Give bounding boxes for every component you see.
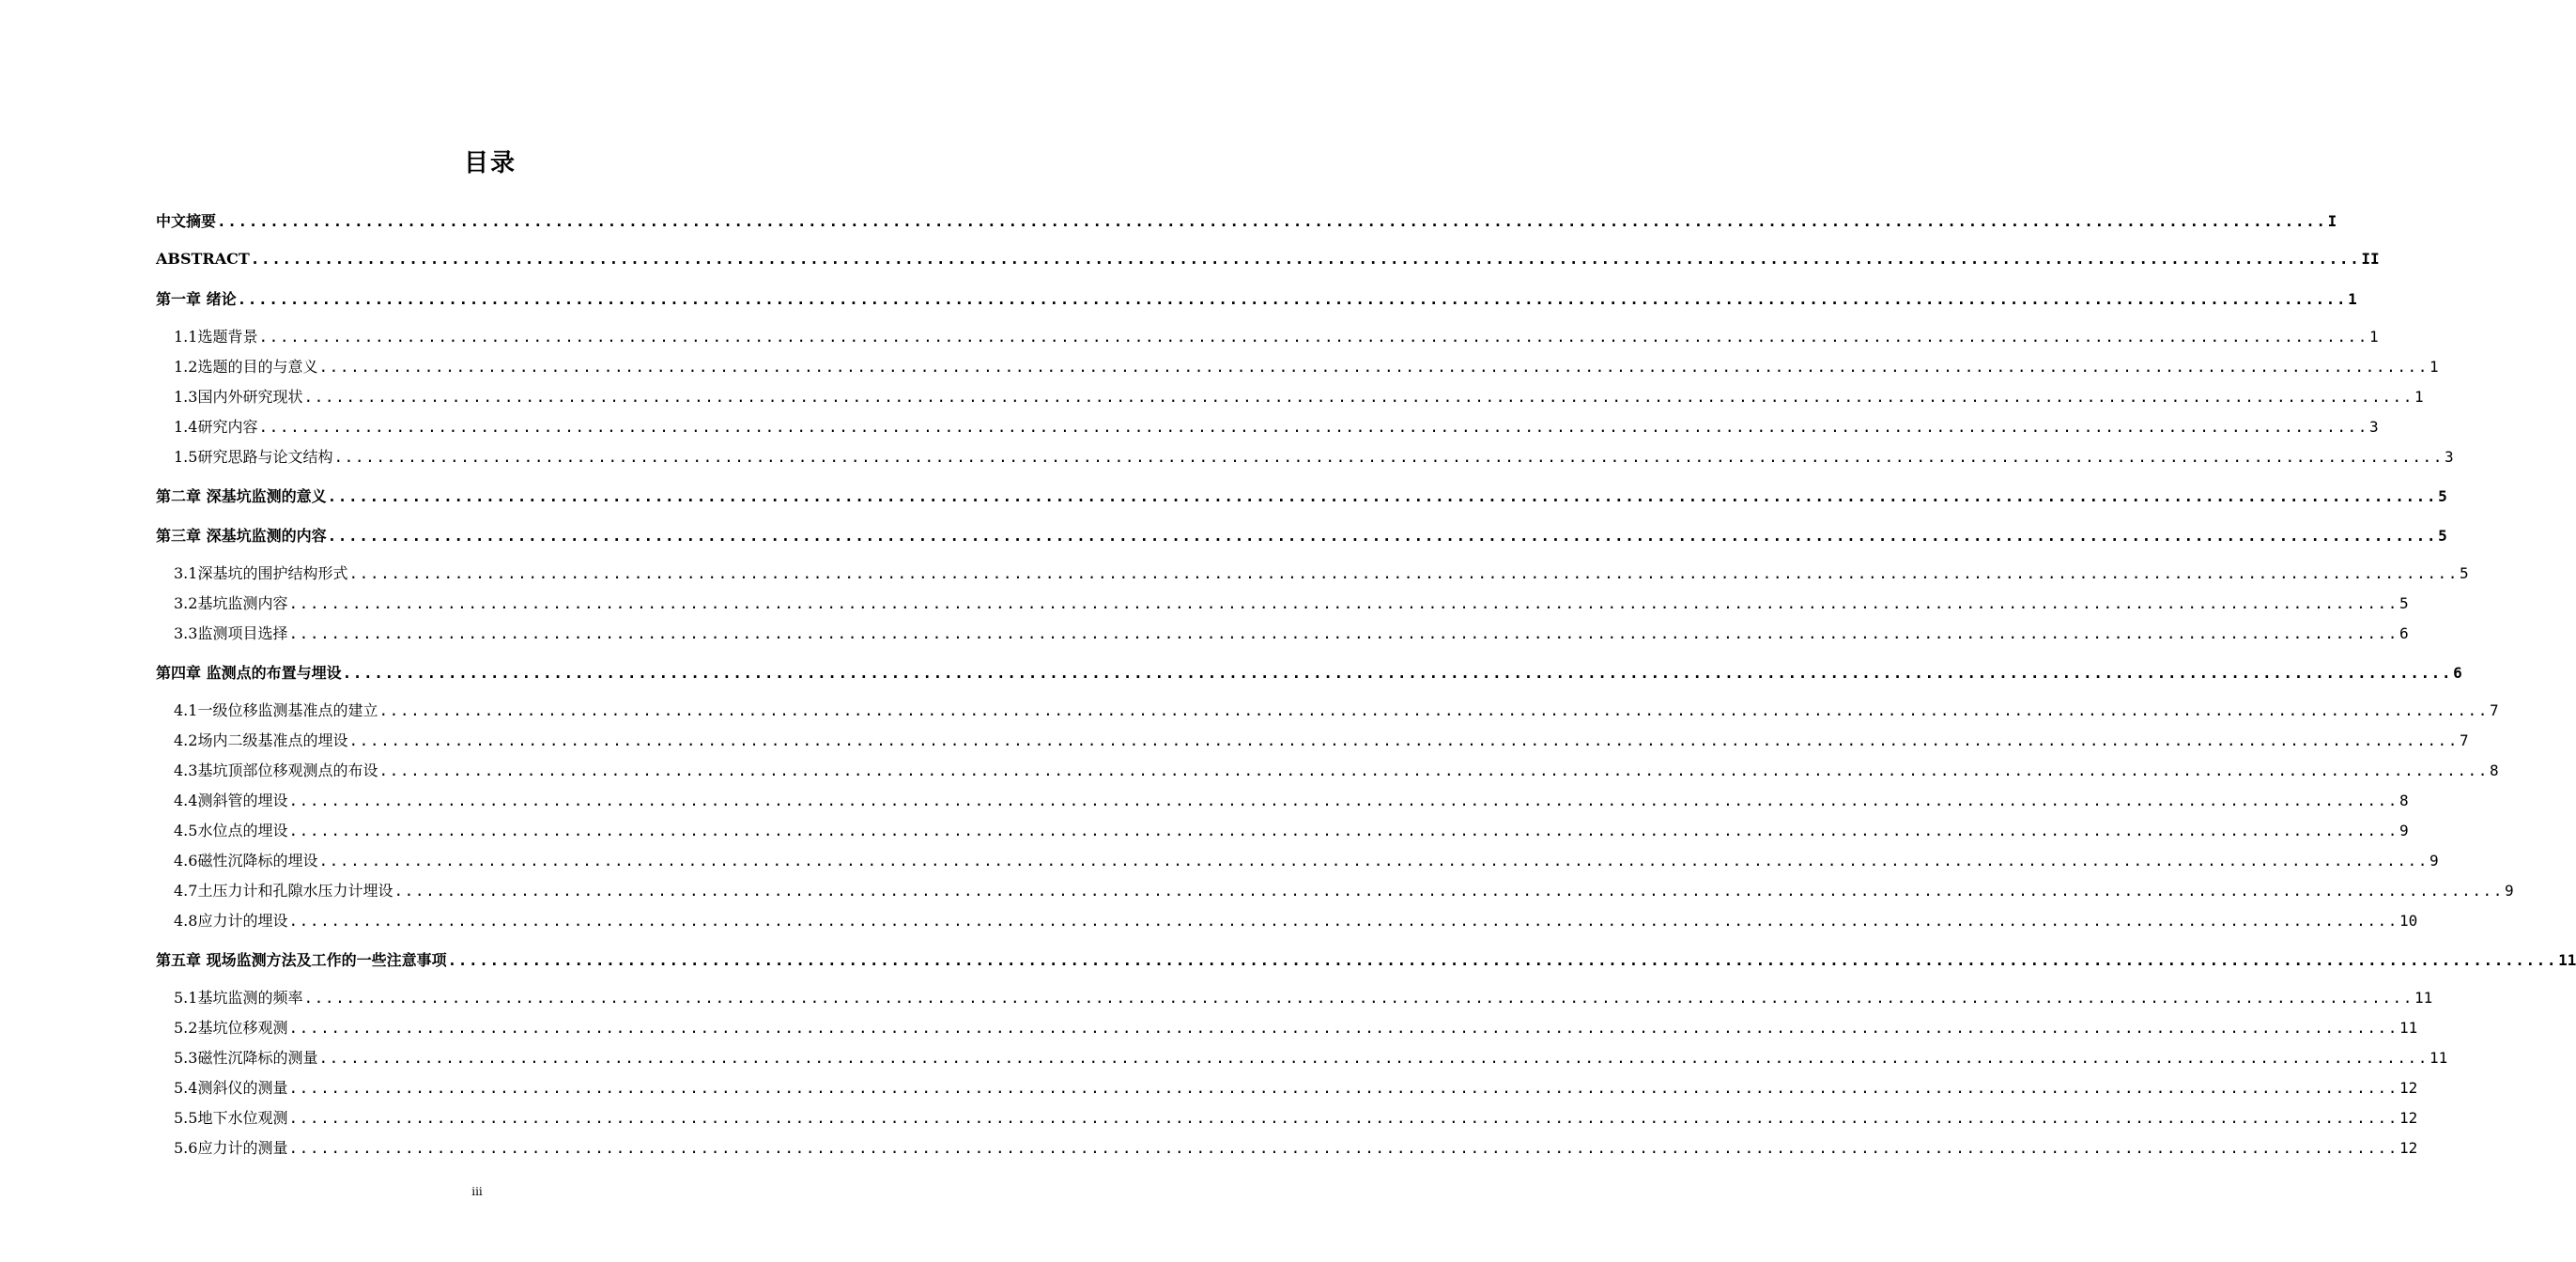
toc-entry-page: 1 (2369, 328, 2379, 346)
toc-entry-page: 11 (2399, 1019, 2418, 1037)
toc-entry-label: 3.3监测项目选择 (174, 624, 288, 642)
toc-entry-label: 第一章 绪论 (156, 290, 237, 308)
toc-entry[interactable] (174, 623, 2409, 644)
dot-leader: ........................................................................................................................................................................................................ (258, 418, 2369, 436)
toc-entry-label: 4.2场内二级基准点的埋设 (174, 731, 348, 749)
toc-entry[interactable] (174, 791, 2409, 811)
dot-leader: ........................................................................................................................................................................................................ (318, 358, 2429, 376)
toc-entry[interactable] (174, 1108, 2418, 1129)
toc-entry-label: 4.1一级位移监测基准点的建立 (174, 701, 378, 719)
toc-entry-page: 9 (2399, 822, 2409, 839)
dot-leader: ........................................................................................................................................................................................................ (303, 388, 2414, 406)
dot-leader: ........................................................................................................................................................................................................ (318, 1049, 2429, 1067)
toc-entry-label: 1.5研究思路与论文结构 (174, 448, 333, 466)
toc-entry-page: 7 (2490, 701, 2499, 719)
toc-entry-page: 12 (2399, 1079, 2418, 1097)
toc-entry[interactable] (174, 851, 2439, 871)
toc-entry-page: 1 (2348, 290, 2357, 308)
toc-entry-page: 8 (2399, 792, 2409, 809)
toc-entry[interactable] (174, 593, 2409, 614)
toc-entry-label: 4.3基坑顶部位移观测点的布设 (174, 762, 378, 779)
dot-leader: ........................................................................................................................................................................................................ (327, 487, 2438, 505)
dot-leader: ........................................................................................................................................................................................................ (288, 1139, 2399, 1157)
toc-entry[interactable] (174, 447, 2454, 468)
toc-entry-page: II (2361, 250, 2380, 268)
toc-entry[interactable] (156, 950, 2576, 971)
toc-entry[interactable] (174, 881, 2514, 901)
toc-entry-label: 中文摘要 (156, 212, 217, 230)
toc-entry[interactable] (174, 731, 2469, 751)
toc-entry[interactable] (156, 211, 2337, 232)
toc-entry-label: 5.5地下水位观测 (174, 1109, 288, 1127)
toc-entry-label: 1.1选题背景 (174, 328, 258, 346)
toc-entry-label: 3.2基坑监测内容 (174, 594, 288, 612)
toc-entry-page: 6 (2453, 664, 2462, 682)
toc-entry-label: 1.2选题的目的与意义 (174, 358, 318, 376)
toc-entry-label: 第三章 深基坑监测的内容 (156, 527, 327, 545)
toc-entry-page: 9 (2429, 852, 2439, 870)
toc-entry-page: 5 (2438, 527, 2447, 545)
toc-entry-page: 3 (2369, 418, 2379, 436)
toc-entry-page: 12 (2399, 1109, 2418, 1127)
toc-entry-label: 3.1深基坑的围护结构形式 (174, 564, 348, 582)
toc-entry-page: 11 (2429, 1049, 2448, 1067)
toc-entry-label: 4.5水位点的埋设 (174, 822, 288, 839)
dot-leader: ........................................................................................................................................................................................................ (258, 328, 2369, 346)
toc-entry-page: 6 (2399, 624, 2409, 642)
dot-leader: ........................................................................................................................................................................................................ (250, 250, 2361, 268)
toc-entry[interactable] (174, 357, 2439, 377)
toc-entry[interactable] (174, 761, 2499, 781)
toc-entry[interactable] (174, 1018, 2418, 1039)
toc-entry-page: 1 (2429, 358, 2439, 376)
toc-entry-label: 4.7土压力计和孔隙水压力计埋设 (174, 882, 393, 900)
toc-entry[interactable] (174, 417, 2379, 438)
toc-entry-page: 9 (2505, 882, 2514, 900)
dot-leader: ........................................................................................................................................................................................................ (288, 792, 2399, 809)
dot-leader: ........................................................................................................................................................................................................ (333, 448, 2445, 466)
dot-leader: ........................................................................................................................................................................................................ (237, 290, 2348, 308)
dot-leader: ........................................................................................................................................................................................................ (447, 951, 2558, 969)
toc-entry[interactable] (174, 327, 2379, 347)
toc-entry-label: ABSTRACT (156, 250, 250, 268)
toc-entry-page: I (2327, 212, 2337, 230)
toc-entry[interactable] (174, 988, 2433, 1008)
toc-entry-page: 7 (2460, 731, 2469, 749)
toc-entry-label: 4.4测斜管的埋设 (174, 792, 288, 809)
toc-entry[interactable] (174, 911, 2418, 931)
dot-leader: ........................................................................................................................................................................................................ (217, 212, 2327, 230)
toc-entry-label: 5.6应力计的测量 (174, 1139, 288, 1157)
toc-entry[interactable] (174, 387, 2424, 408)
page-title: 目录 (463, 149, 517, 177)
toc-entry-page: 10 (2399, 912, 2418, 930)
toc-entry[interactable] (174, 821, 2409, 841)
dot-leader: ........................................................................................................................................................................................................ (288, 1109, 2399, 1127)
dot-leader: ........................................................................................................................................................................................................ (288, 912, 2399, 930)
toc-entry-label: 5.1基坑监测的频率 (174, 989, 303, 1007)
toc-entry[interactable] (174, 1078, 2418, 1099)
toc-entry[interactable] (174, 1138, 2418, 1159)
toc-entry[interactable] (174, 563, 2469, 584)
toc-entry[interactable] (156, 289, 2357, 310)
toc-entry-label: 4.8应力计的埋设 (174, 912, 288, 930)
dot-leader: ........................................................................................................................................................................................................ (288, 1079, 2399, 1097)
dot-leader: ........................................................................................................................................................................................................ (378, 701, 2490, 719)
dot-leader: ........................................................................................................................................................................................................ (393, 882, 2505, 900)
toc-entry-page: 5 (2438, 487, 2447, 505)
toc-entry-page: 8 (2490, 762, 2499, 779)
toc-entry-page: 5 (2399, 594, 2409, 612)
toc-entry-page: 11 (2414, 989, 2433, 1007)
dot-leader: ........................................................................................................................................................................................................ (342, 664, 2453, 682)
toc-entry-label: 1.3国内外研究现状 (174, 388, 303, 406)
dot-leader: ........................................................................................................................................................................................................ (318, 852, 2429, 870)
toc-entry-page: 1 (2414, 388, 2424, 406)
dot-leader: ........................................................................................................................................................................................................ (288, 822, 2399, 839)
dot-leader: ........................................................................................................................................................................................................ (288, 594, 2399, 612)
toc-entry[interactable] (156, 249, 2380, 269)
toc-entry-label: 5.3磁性沉降标的测量 (174, 1049, 318, 1067)
dot-leader: ........................................................................................................................................................................................................ (378, 762, 2490, 779)
toc-entry[interactable] (174, 1048, 2448, 1069)
toc-entry-label: 第二章 深基坑监测的意义 (156, 487, 327, 505)
toc-entry[interactable] (156, 486, 2447, 507)
toc-entry-label: 第四章 监测点的布置与埋设 (156, 664, 342, 682)
dot-leader: ........................................................................................................................................................................................................ (348, 731, 2460, 749)
toc-entry-label: 第五章 现场监测方法及工作的一些注意事项 (156, 951, 447, 969)
toc-entry-label: 5.2基坑位移观测 (174, 1019, 288, 1037)
toc-entry-label: 1.4研究内容 (174, 418, 258, 436)
toc-entry-label: 4.6磁性沉降标的埋设 (174, 852, 318, 870)
dot-leader: ........................................................................................................................................................................................................ (303, 989, 2414, 1007)
toc-entry[interactable] (156, 663, 2462, 684)
dot-leader: ........................................................................................................................................................................................................ (327, 527, 2438, 545)
dot-leader: ........................................................................................................................................................................................................ (348, 564, 2460, 582)
toc-entry-page: 12 (2399, 1139, 2418, 1157)
dot-leader: ........................................................................................................................................................................................................ (288, 1019, 2399, 1037)
toc-entry-page: 11 (2558, 951, 2576, 969)
toc-entry-page: 3 (2445, 448, 2454, 466)
toc-entry[interactable] (174, 700, 2499, 721)
toc-entry[interactable] (156, 526, 2447, 546)
page-number: iii (471, 1185, 483, 1198)
toc-entry-page: 5 (2460, 564, 2469, 582)
toc-entry-label: 5.4测斜仪的测量 (174, 1079, 288, 1097)
dot-leader: ........................................................................................................................................................................................................ (288, 624, 2399, 642)
